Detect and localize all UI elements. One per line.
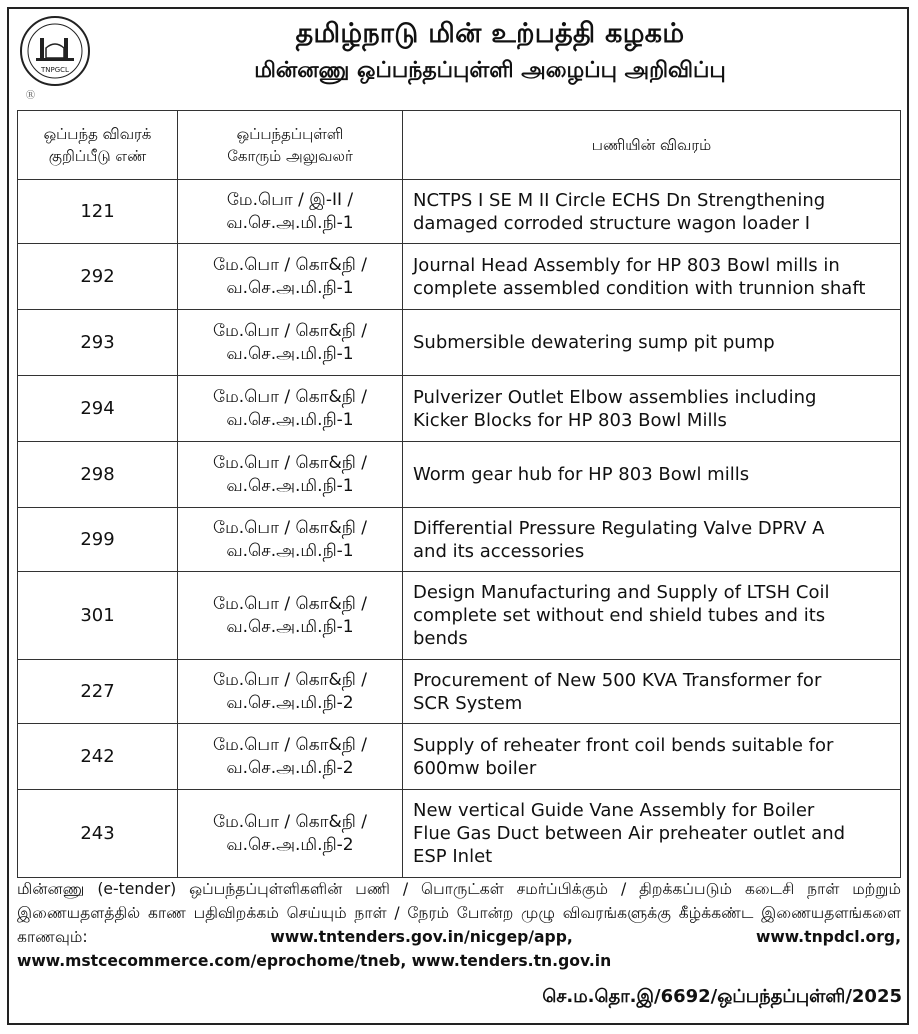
table-row: [18, 724, 901, 790]
officer-line2: வ.செ.அ.மி.நி-1: [226, 616, 354, 637]
description-line: 600mw boiler: [413, 757, 537, 779]
description-line: New vertical Guide Vane Assembly for Boiler: [413, 800, 815, 821]
reference-number: செ.ம.தொ.இ/6692/ஒப்பந்தப்புள்ளி/2025: [542, 986, 902, 1007]
officer-line1: மே.பொ / கொ&நி /: [213, 320, 367, 341]
table-row: [18, 180, 901, 244]
tender-description: [403, 724, 901, 790]
header-reference-number: [18, 111, 178, 180]
description-line: Procurement of New 500 KVA Transformer for: [413, 669, 822, 691]
header-officer-line1: ஒப்பந்தப்புள்ளி: [236, 125, 344, 143]
tender-number: 298: [18, 442, 178, 508]
table-row: [18, 572, 901, 660]
tender-description: [403, 660, 901, 724]
footer-links: www.tntenders.gov.in/nicgep/app, www.tnpdcl.org, www.mstcecommerce.com/eprochome/tneb, www.tenders.tn.gov.in: [17, 928, 901, 970]
tender-officer: [178, 244, 403, 310]
tender-officer: [178, 508, 403, 572]
description-line: and its accessories: [413, 540, 585, 562]
tender-description: [403, 790, 901, 878]
officer-line2: வ.செ.அ.மி.நி-1: [226, 212, 354, 233]
tender-officer: [178, 572, 403, 660]
tender-number: 242: [18, 724, 178, 790]
footer-text: மின்னணு (e-tender) ஒப்பந்தப்புள்ளிகளின் பணி / பொருட்கள் சமர்ப்பிக்கும் / திறக்கப்படும் கடைசி நாள் மற்றும் இணையதளத்தில் காண பதிவிறக்கம் செய்யும் நாள் / நேரம் போன்ற முழு விவரங்களுக்கு கீழ்க்கண்ட இணையதளங்களை காணவும்:: [17, 880, 901, 946]
tender-description: [403, 508, 901, 572]
tender-officer: [178, 790, 403, 878]
description-line: bends: [413, 628, 468, 649]
header-officer-line2: கோரும் அலுவலர்: [227, 147, 353, 165]
description-line: SCR System: [413, 692, 523, 714]
footer-note: [17, 877, 901, 973]
table-row: [18, 244, 901, 310]
tender-officer: [178, 442, 403, 508]
table-row: [18, 790, 901, 878]
logo-label: TNPGCL: [41, 66, 69, 74]
officer-line2: வ.செ.அ.மி.நி-1: [226, 343, 354, 364]
tender-number: 292: [18, 244, 178, 310]
table-row: [18, 376, 901, 442]
officer-line1: மே.பொ / கொ&நி /: [213, 452, 367, 473]
description-line: Design Manufacturing and Supply of LTSH Coil: [413, 582, 830, 603]
description-line: Pulverizer Outlet Elbow assemblies including: [413, 386, 817, 408]
table-row: [18, 310, 901, 376]
officer-line2: வ.செ.அ.மி.நி-1: [226, 409, 354, 430]
tender-description: [403, 442, 901, 508]
tender-officer: [178, 310, 403, 376]
officer-line2: வ.செ.அ.மி.நி-1: [226, 475, 354, 496]
tender-number: 293: [18, 310, 178, 376]
officer-line2: வ.செ.அ.மி.நி-2: [226, 692, 354, 713]
header-ref-line2: குறிப்பீடு எண்: [48, 147, 147, 165]
description-line: NCTPS I SE M II Circle ECHS Dn Strengthening: [413, 189, 826, 211]
header-ref-line1: ஒப்பந்த விவரக்: [43, 125, 152, 143]
tender-description: [403, 244, 901, 310]
description-line: complete assembled condition with trunnion shaft: [413, 277, 866, 299]
header-officer: [178, 111, 403, 180]
officer-line1: மே.பொ / இ-II /: [226, 189, 354, 210]
officer-line2: வ.செ.அ.மி.நி-2: [226, 834, 354, 855]
table-body: [18, 180, 901, 878]
tender-officer: [178, 376, 403, 442]
tender-officer: [178, 180, 403, 244]
officer-line1: மே.பொ / கொ&நி /: [213, 254, 367, 275]
description-line: Supply of reheater front coil bends suitable for: [413, 734, 834, 756]
tender-number: 121: [18, 180, 178, 244]
description-line: damaged corroded structure wagon loader I: [413, 212, 811, 234]
officer-line2: வ.செ.அ.மி.நி-2: [226, 757, 354, 778]
officer-line1: மே.பொ / கொ&நி /: [213, 593, 367, 614]
tender-officer: [178, 660, 403, 724]
tender-number: 294: [18, 376, 178, 442]
table-header-row: [18, 111, 901, 180]
description-line: Worm gear hub for HP 803 Bowl mills: [413, 464, 750, 485]
tender-number: 301: [18, 572, 178, 660]
tender-number: 299: [18, 508, 178, 572]
officer-line1: மே.பொ / கொ&நி /: [213, 669, 367, 690]
page-subtitle: மின்னணு ஒப்பந்தப்புள்ளி அழைப்பு அறிவிப்பு: [254, 58, 726, 83]
tender-description: [403, 310, 901, 376]
officer-line2: வ.செ.அ.மி.நி-1: [226, 277, 354, 298]
officer-line1: மே.பொ / கொ&நி /: [213, 386, 367, 407]
description-line: Flue Gas Duct between Air preheater outlet and: [413, 823, 846, 844]
table-row: [18, 660, 901, 724]
tender-table: [17, 110, 901, 878]
tnpgcl-logo: [18, 14, 92, 88]
description-line: Submersible dewatering sump pit pump: [413, 332, 775, 353]
tender-description: [403, 180, 901, 244]
description-line: complete set without end shield tubes and its: [413, 605, 826, 626]
tender-description: [403, 376, 901, 442]
officer-line1: மே.பொ / கொ&நி /: [213, 811, 367, 832]
table-row: [18, 442, 901, 508]
description-line: Journal Head Assembly for HP 803 Bowl mills in: [413, 254, 840, 276]
registered-mark: Ⓡ: [26, 91, 36, 101]
officer-line1: மே.பொ / கொ&நி /: [213, 517, 367, 538]
table-row: [18, 508, 901, 572]
description-line: Kicker Blocks for HP 803 Bowl Mills: [413, 409, 727, 431]
description-line: ESP Inlet: [413, 846, 493, 867]
tender-description: [403, 572, 901, 660]
page-title: தமிழ்நாடு மின் உற்பத்தி கழகம்: [295, 18, 685, 49]
header-description: பணியின் விவரம்: [403, 111, 901, 180]
officer-line2: வ.செ.அ.மி.நி-1: [226, 540, 354, 561]
description-line: Differential Pressure Regulating Valve DPRV A: [413, 517, 825, 539]
officer-line1: மே.பொ / கொ&நி /: [213, 734, 367, 755]
tender-number: 243: [18, 790, 178, 878]
tender-number: 227: [18, 660, 178, 724]
tender-officer: [178, 724, 403, 790]
